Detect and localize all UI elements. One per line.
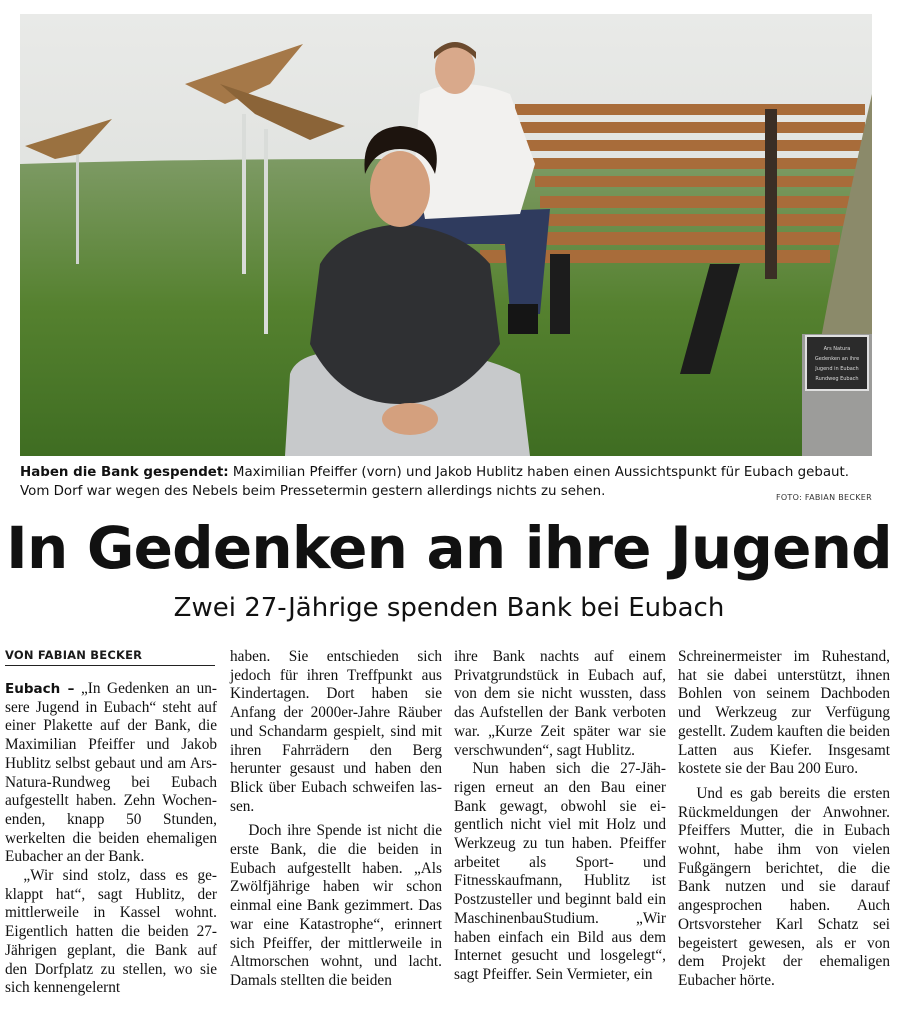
paragraph: Doch ihre Spende ist nicht die erste Bank, die die beiden in Eubach aufgestellt haben. „Als Zwölfjährige haben wir schon einmal eine Bank gezimmert. Das war eine Katastrophe“, erinnert sich Pfeiffer, der mittlerweile in Altmorschen wohnt, und lacht. Damals stellten die beiden (230, 822, 442, 989)
dateline: Eubach – (5, 681, 75, 697)
plaque (802, 334, 872, 456)
article-column-3 (454, 648, 666, 985)
headline: In Gedenken an ihre Jugend (6, 514, 892, 582)
paragraph-text: „In Gedenken an unsere Jugend in Eubach“ steht auf einer Plakette auf der Bank, die Maximilian Pfeiffer und Jakob Hublitz selbst gebaut und am Ars-Natura-Rundweg bei Eubach aufgestellt haben. Zehn Wochenenden, knapp 50 Stunden, werkelten die beiden ehemaligen Eubacher an der Bank. (5, 680, 218, 866)
article-photo (20, 14, 872, 456)
paragraph: Schreinermeister im Ruhestand, hat sie dabei unterstützt, ihnen Bohlen von seinem Dachboden und Werkzeug zur Verfügung gestellt. Zudem kauften die beiden Latten aus Kiefer. Insgesamt kostete sie der Bau 200 Euro. (678, 648, 890, 778)
caption-lead: Haben die Bank gespendet: (20, 465, 229, 480)
article-column-4 (678, 648, 890, 991)
article-column-2 (230, 648, 442, 991)
plaque-line-1: Ars Natura (823, 346, 851, 352)
plaque-line-4: Rundweg Eubach (815, 376, 859, 382)
paragraph: Und es gab bereits die ersten Rückmeldungen der Anwohner. Pfeiffers Mutter, die in Eubach wohnt, habe ihm von vielen Fußgängern berichtet, die die Bank nutzen und sie darauf angesprochen haben. Auch Ortsvorsteher Karl Schatz sei begeistert gewesen, als er von dem Projekt der ehemaligen Eubacher hörte. (678, 784, 890, 989)
photo-caption (20, 463, 872, 507)
paragraph: ihre Bank nachts auf einem Privatgrundstück in Eubach auf, von dem sie nicht wussten, dass das Aufstellen der Bank verboten war. „Kurze Zeit später war sie verschwunden“, sagt Hublitz. (454, 648, 666, 759)
paragraph: Nun haben sich die 27-Jährigen erneut an den Bau einer Bank gewagt, obwohl sie eigentlich nicht viel mit Holz und Werkzeug zu tun haben. Pfeiffer arbeitet als Sport- und Fitnesskaufmann, Hublitz ist Postzusteller und beginnt bald ein MaschinenbauStudium. „Wir haben einfach ein Bild aus dem Internet gesucht und losgelegt“, sagt Pfeiffer. Sein Vermieter, ein (454, 760, 666, 983)
photo-illustration (20, 14, 872, 456)
article-column-1 (5, 680, 217, 998)
caption-text: Maximilian Pfeiffer (vorn) und Jakob Hublitz haben einen Aussichtspunkt für Eubach gebaut. Vom Dorf war wegen des Nebels beim Pressetermin gestern allerdings nichts zu sehen. (20, 465, 850, 499)
plaque-line-2: Gedenken an ihre (814, 356, 860, 362)
paragraph (5, 680, 217, 867)
photo-credit: FOTO: FABIAN BECKER (775, 493, 872, 502)
paragraph: „Wir sind stolz, dass es geklappt hat“, sagt Hublitz, der mittlerweile in Kassel wohnt. Eigentlich hatten die beiden 27-Jährigen geplant, die Bank auf den Dorfplatz zu stellen, wo sie sich kennengelernt (5, 867, 217, 997)
plaque-line-3: Jugend in Eubach (815, 366, 859, 372)
paragraph: haben. Sie entschieden sich jedoch für ihren Treffpunkt aus Kindertagen. Dort haben sie Anfang der 2000er-Jahre Räuber und Schandarm gespielt, sind mit ihren Fahrrädern den Berg herunter gesaust und haben den Blick über Eubach schweifen lassen. (230, 648, 442, 815)
subheadline: Zwei 27-Jährige spenden Bank bei Eubach (173, 593, 725, 623)
byline: VON FABIAN BECKER (5, 648, 215, 666)
